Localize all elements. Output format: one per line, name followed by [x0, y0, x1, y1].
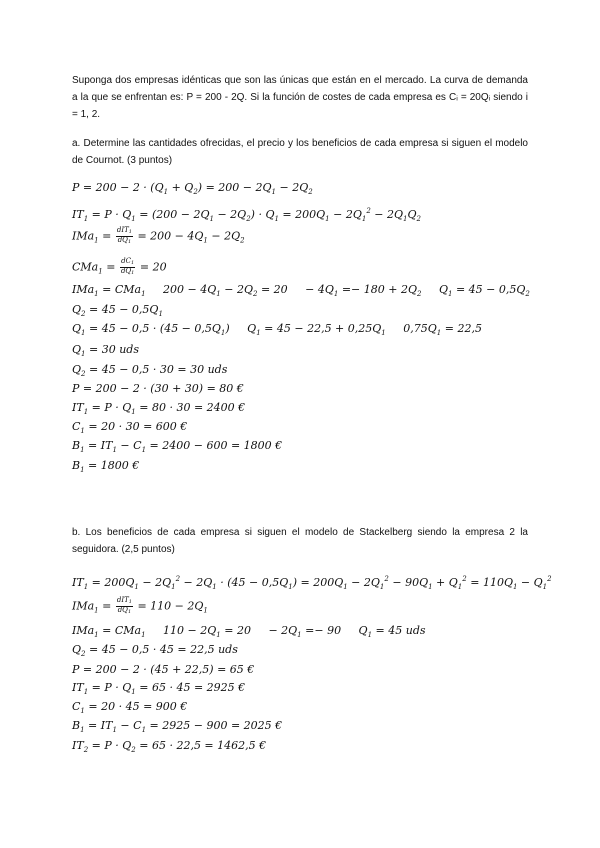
part-a-equation-line-8: $Q_1 = 30$ uds [72, 343, 139, 358]
part-b-equation-line-2: IMa$_1$ = $\frac{dIT_1}{dQ_1}$ = $110 - 2Q_1$ [72, 596, 208, 615]
part-a-equation-line-2: $IT_1 = P \cdot Q_1 = (200 - 2Q_1 - 2Q_2) \cdot Q_1 = 200Q_1 - 2Q_1^2 - 2Q_1Q_2$ [72, 207, 422, 223]
part-b-equation-line-9: $IT_2 = P \cdot Q_2 = 65 \cdot 22,5 = 1462,5$ € [72, 739, 267, 754]
part-b-equation-line-8: $B_1 = IT_1 - C_1 = 2925 - 900 = 2025$ € [72, 719, 283, 734]
part-b-equation-line-1: $IT_1 = 200Q_1 - 2Q_1^2 - 2Q_1 \cdot (45 - 0,5Q_1) = 200Q_1 - 2Q_1^2 - 90Q_1 + Q_1^2 = 110Q_1 - Q_1^2$ [72, 575, 552, 591]
part-a-equation-line-11: $IT_1 = P \cdot Q_1 = 80 \cdot 30 = 2400$ € [72, 401, 246, 416]
part-a-equation-line-7: $Q_1 = 45 - 0,5 \cdot (45 - 0,5Q_1)$ $Q_1 = 45 - 22,5 + 0,25Q_1$ $0,75Q_1 = 22,5$ [72, 322, 482, 337]
part-b-equation-line-6: $IT_1 = P \cdot Q_1 = 65 \cdot 45 = 2925$ € [72, 681, 246, 696]
part-a-equation-line-6: $Q_2 = 45 - 0,5Q_1$ [72, 303, 163, 318]
part-a-equation-line-3: IMa$_1$ = $\frac{dIT_1}{dQ_1}$ = $200 - 4Q_1 - 2Q_2$ [72, 226, 245, 245]
part-a-equation-line-9: $Q_2 = 45 - 0,5 \cdot 30 = 30$ uds [72, 363, 228, 378]
part-b-equation-line-5: P = 200 − 2 · (45 + 22,5) = 65 € [72, 663, 255, 676]
part-b-question: b. Los beneficios de cada empresa si siguen el modelo de Stackelberg siendo la empresa 2 la seguidora. (2,5 puntos) [72, 527, 528, 555]
part-a-equation-line-12: $C_1 = 20 \cdot 30 = 600$ € [72, 420, 188, 435]
part-a-question: a. Determine las cantidades ofrecidas, el precio y los beneficios de cada empresa si siguen el modelo de Cournot. (3 puntos) [72, 138, 528, 166]
intro-paragraph: Suponga dos empresas idénticas que son las únicas que están en el mercado. La curva de demanda a la que se enfrentan es: P = 200 - 2Q. Si la función de costes de cada empresa es Cᵢ = 20Qᵢ siendo i = 1, 2. [72, 75, 528, 120]
part-b-equation-line-7: $C_1 = 20 \cdot 45 = 900$ € [72, 700, 188, 715]
part-a-equation-line-5: IMa$_1$ = CMa$_1$ $200 - 4Q_1 - 2Q_2 = 20$ − $4Q_1 =- 180 + 2Q_2$ $Q_1 = 45 - 0,5Q_2$ [72, 283, 530, 298]
part-a-equation-line-10: P = 200 − 2 · (30 + 30) = 80 € [72, 382, 244, 395]
part-a-equation-line-13: $B_1 = IT_1 - C_1 = 2400 - 600 = 1800$ € [72, 439, 283, 454]
part-a-equation-line-4: CMa$_1$ = $\frac{dC_1}{dQ_1}$ = 20 [72, 257, 167, 276]
part-a-equation-line-1: $P = 200 - 2 \cdot (Q_1 + Q_2) = 200 - 2Q_1 - 2Q_2$ [72, 181, 313, 196]
part-b-equation-line-3: IMa$_1$ = CMa$_1$ $110 - 2Q_1 = 20$ − $2Q_1 =- 90$ $Q_1 = 45$ uds [72, 624, 426, 639]
part-a-equation-line-14: $B_1 = 1800$ € [72, 459, 140, 474]
part-b-equation-line-4: $Q_2 = 45 - 0,5 \cdot 45 = 22,5$ uds [72, 643, 238, 658]
